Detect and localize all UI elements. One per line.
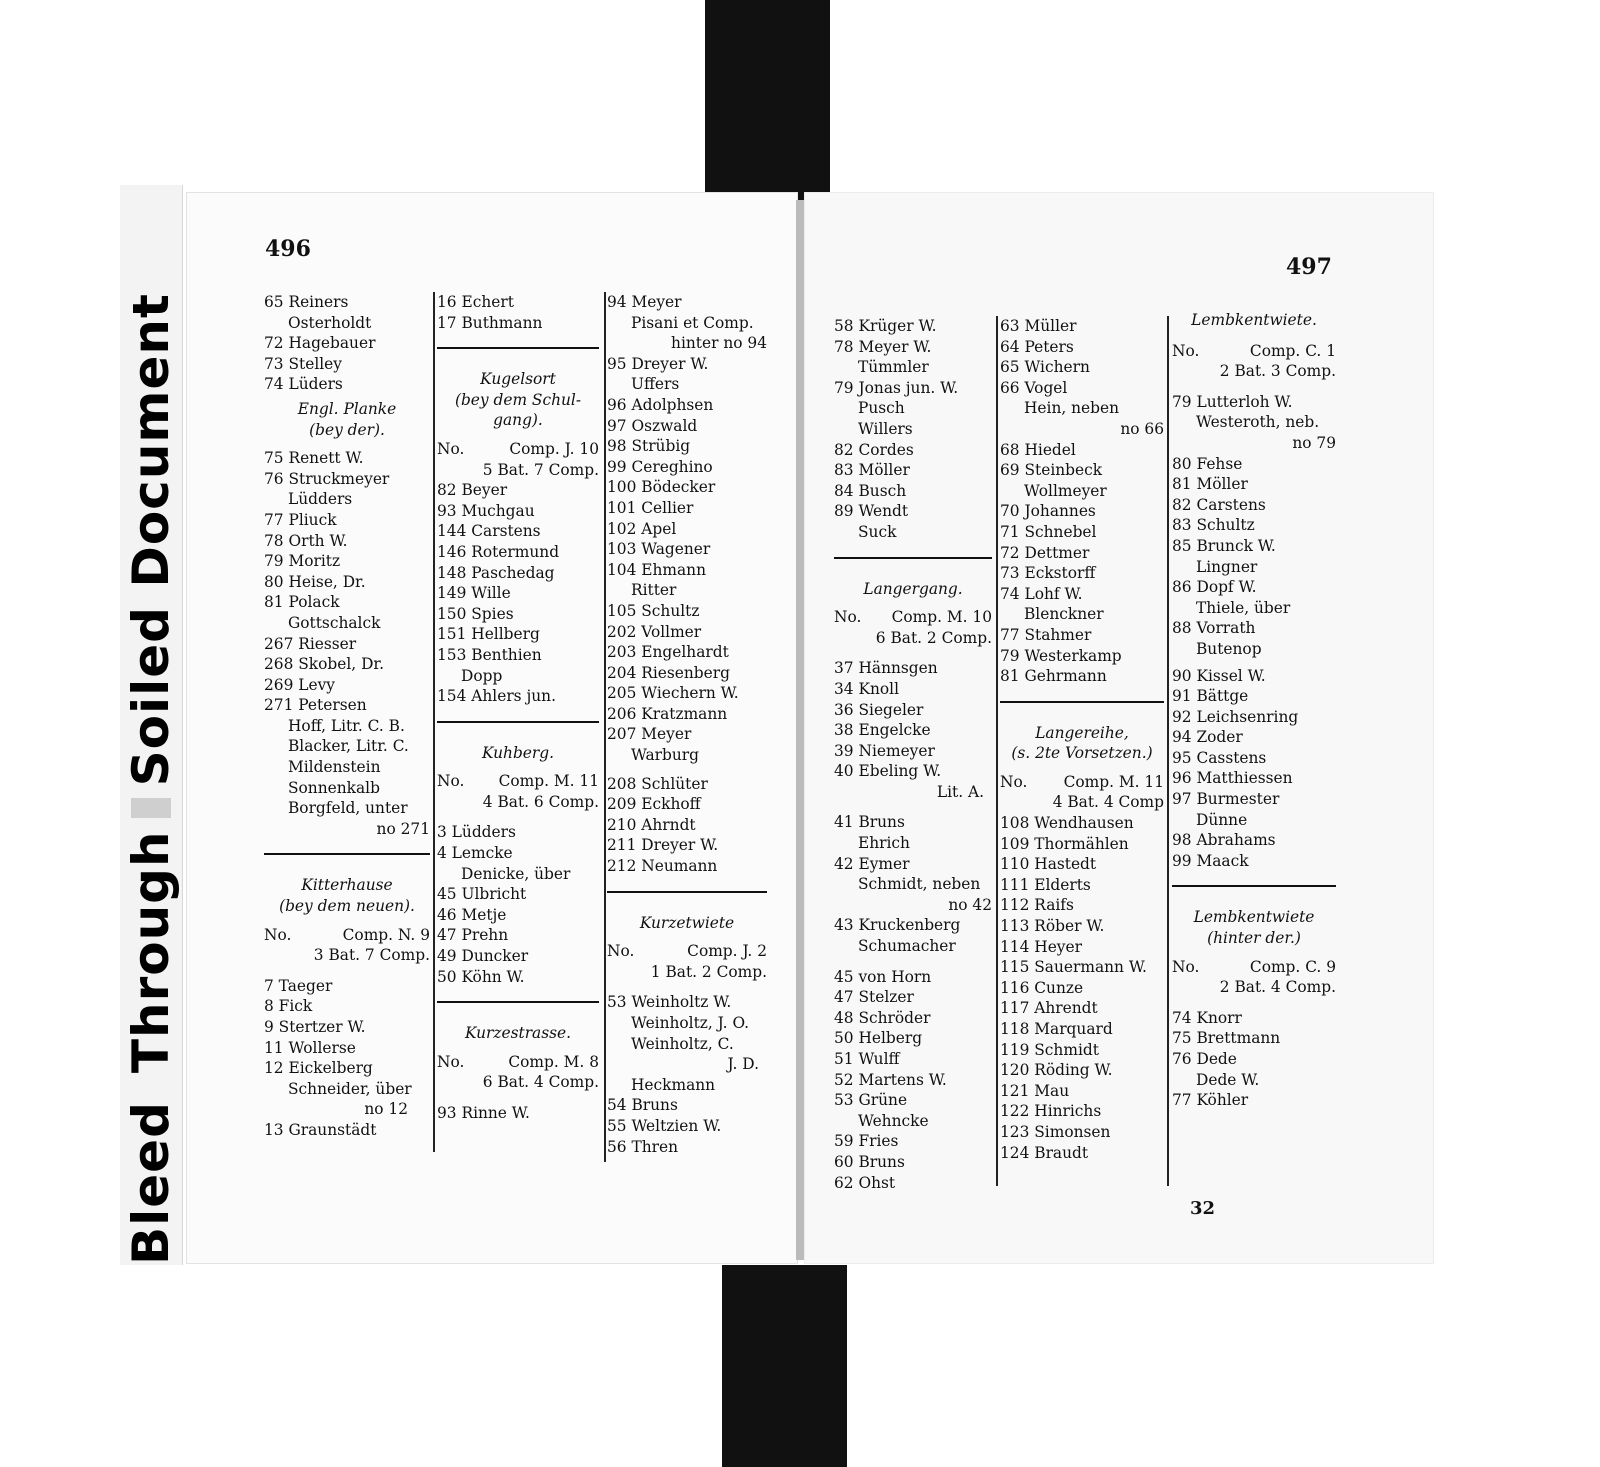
comp-header: Comp. M. 11: [1063, 772, 1164, 791]
entry: 110 Hastedt: [1000, 855, 1097, 874]
entry: 75 Brettmann: [1172, 1029, 1281, 1048]
binding-strap-bottom: [722, 1265, 847, 1467]
entry: 150 Spies: [437, 604, 514, 623]
right-column-1: [834, 316, 992, 1193]
binding-strap-top: [705, 0, 830, 210]
entry: 205 Wiechern W.: [607, 684, 739, 703]
entry: 63 Müller: [1000, 317, 1077, 335]
entry: 79 Moritz: [264, 552, 341, 571]
street-subheading: (bey dem Schul-: [454, 390, 582, 409]
bat-header: 1 Bat. 2 Comp.: [650, 962, 767, 981]
entry: Sonnenkalb: [288, 778, 380, 797]
entry: 210 Ahrndt: [607, 815, 696, 834]
no-header: No.: [607, 942, 635, 961]
entry: Hoff, Litr. C. B.: [288, 716, 405, 735]
entry: 79 Westerkamp: [1000, 646, 1122, 665]
entry: 47 Stelzer: [834, 988, 914, 1007]
entry: 111 Elderts: [1000, 875, 1091, 894]
comp-header: Comp. C. 1: [1249, 341, 1336, 360]
entry: 203 Engelhardt: [607, 643, 729, 662]
entry: 105 Schultz: [607, 601, 700, 620]
entry: 207 Meyer: [607, 725, 692, 744]
entry: 91 Bättge: [1172, 687, 1249, 706]
bat-header: 2 Bat. 4 Comp.: [1219, 978, 1336, 997]
signature-mark: 32: [1190, 1198, 1216, 1219]
entry: 34 Knoll: [834, 679, 899, 698]
entry: 209 Eckhoff: [607, 795, 701, 814]
entry: 118 Marquard: [1000, 1020, 1113, 1038]
entry: Westeroth, neb.: [1196, 413, 1320, 432]
entry: 3 Lüdders: [437, 823, 516, 842]
entry: Willers: [858, 419, 913, 438]
entry: Blacker, Litr. C.: [288, 737, 409, 756]
no-header: No.: [264, 925, 292, 944]
entry: Tümmler: [858, 358, 929, 377]
entry: 94 Zoder: [1172, 728, 1243, 747]
entry: 65 Reiners: [264, 293, 349, 311]
section-rule: [1000, 701, 1164, 703]
no-header: No.: [437, 772, 465, 791]
entry: 50 Helberg: [834, 1029, 923, 1048]
bat-header: 6 Bat. 4 Comp.: [482, 1073, 599, 1092]
entry: 73 Eckstorff: [1000, 564, 1096, 583]
entry: hinter no 94: [671, 334, 767, 353]
street-subheading: (bey dem neuen).: [279, 897, 415, 916]
entry: 59 Fries: [834, 1132, 899, 1151]
comp-header: Comp. M. 10: [891, 608, 992, 627]
entry: 81 Polack: [264, 593, 340, 612]
entry: Schumacher: [858, 937, 956, 956]
street-subheading: gang).: [493, 411, 543, 430]
entry: 4 Lemcke: [437, 844, 513, 863]
entry: 123 Simonsen: [1000, 1122, 1111, 1141]
entry: 45 von Horn: [834, 967, 932, 986]
entry: 79 Lutterloh W.: [1172, 392, 1293, 411]
entry: 84 Busch: [834, 481, 907, 500]
entry: 77 Pliuck: [264, 510, 337, 529]
entry: 78 Orth W.: [264, 531, 348, 550]
entry: 56 Thren: [607, 1137, 679, 1156]
entry: 7 Taeger: [264, 976, 333, 995]
entry: 154 Ahlers jun.: [437, 687, 556, 706]
entry: 55 Weltzien W.: [607, 1116, 722, 1135]
entry: 73 Stelley: [264, 354, 342, 373]
entry: 54 Bruns: [607, 1096, 678, 1115]
entry: 101 Cellier: [607, 498, 694, 517]
section-rule: [437, 347, 599, 349]
street-heading: Langergang.: [863, 579, 963, 598]
entry: 74 Knorr: [1172, 1008, 1242, 1027]
comp-header: Comp. N. 9: [342, 925, 430, 944]
entry: 103 Wagener: [607, 540, 711, 559]
target-label-word3: Soiled Document: [122, 293, 180, 787]
entry: 144 Carstens: [437, 522, 541, 541]
entry: 113 Röber W.: [1000, 917, 1105, 936]
entry: 121 Mau: [1000, 1081, 1070, 1100]
entry: 62 Ohst: [834, 1173, 896, 1192]
entry: 148 Paschedag: [437, 563, 555, 582]
entry: 83 Schultz: [1172, 516, 1255, 535]
bat-header: 5 Bat. 7 Comp.: [482, 460, 599, 479]
entry: 66 Vogel: [1000, 378, 1068, 397]
left-page-number: 496: [265, 236, 311, 262]
entry: no 79: [1292, 433, 1336, 452]
entry: 96 Adolphsen: [607, 395, 714, 414]
section-rule: [834, 557, 992, 559]
entry: 64 Peters: [1000, 337, 1074, 356]
entry: 94 Meyer: [607, 293, 682, 311]
entry: Thiele, über: [1196, 598, 1291, 617]
entry: 8 Fick: [264, 997, 313, 1016]
entry: Dopp: [461, 666, 503, 685]
entry: Schmidt, neben: [858, 875, 981, 894]
entry: 208 Schlüter: [607, 774, 708, 793]
section-rule: [607, 891, 767, 893]
entry: 58 Krüger W.: [834, 317, 937, 335]
comp-header: Comp. M. 8: [508, 1052, 599, 1071]
street-heading: Kugelsort: [480, 370, 556, 389]
column-divider: [433, 292, 435, 1152]
entry: Borgfeld, unter: [288, 799, 408, 818]
entry: Osterholdt: [288, 313, 372, 332]
entry: 116 Cunze: [1000, 978, 1084, 997]
entry: Dede W.: [1196, 1070, 1260, 1089]
entry: 267 Riesser: [264, 634, 357, 653]
entry: 60 Bruns: [834, 1152, 905, 1171]
entry: Schneider, über: [288, 1079, 412, 1098]
entry: 53 Weinholtz W.: [607, 993, 732, 1012]
entry: no 12: [364, 1100, 408, 1119]
entry: 95 Casstens: [1172, 748, 1267, 767]
entry: 85 Brunck W.: [1172, 536, 1276, 555]
street-heading: Engl. Planke: [297, 399, 397, 418]
entry: 70 Johannes: [1000, 502, 1096, 521]
entry: 72 Dettmer: [1000, 543, 1090, 562]
no-header: No.: [1000, 772, 1028, 791]
left-column-1: [264, 292, 430, 1141]
entry: 108 Wendhausen: [1000, 814, 1134, 833]
entry: 89 Wendt: [834, 502, 909, 521]
entry: no 271: [376, 819, 430, 838]
entry: Butenop: [1196, 639, 1262, 658]
section-rule: [437, 721, 599, 723]
bat-header: 4 Bat. 4 Comp: [1052, 793, 1164, 812]
entry: 65 Wichern: [1000, 358, 1090, 377]
entry: Lit. A.: [936, 782, 984, 801]
entry: 45 Ulbricht: [437, 885, 527, 904]
entry: 78 Meyer W.: [834, 337, 932, 356]
entry: 98 Strübig: [607, 437, 691, 456]
entry: 271 Petersen: [264, 696, 367, 715]
entry: Denicke, über: [461, 864, 571, 883]
entry: 50 Köhn W.: [437, 967, 525, 986]
entry: Heckmann: [631, 1075, 716, 1094]
entry: 80 Heise, Dr.: [264, 572, 366, 591]
target-label-divider: [131, 798, 171, 818]
entry: Hein, neben: [1024, 399, 1120, 418]
entry: 98 Abrahams: [1172, 831, 1276, 850]
column-divider: [604, 292, 606, 1162]
entry: 204 Riesenberg: [607, 663, 730, 682]
street-heading: Lembkentwiete: [1193, 908, 1315, 927]
bat-header: 3 Bat. 7 Comp.: [313, 946, 430, 965]
entry: 74 Lüders: [264, 375, 343, 394]
no-header: No.: [834, 608, 862, 627]
entry: 119 Schmidt: [1000, 1040, 1099, 1059]
entry: 92 Leichsenring: [1172, 707, 1299, 726]
entry: 53 Grüne: [834, 1091, 908, 1110]
left-column-3: [607, 292, 767, 1157]
entry: 82 Cordes: [834, 440, 914, 459]
comp-header: Comp. C. 9: [1249, 957, 1336, 976]
entry: 42 Eymer: [834, 854, 910, 873]
entry: Dünne: [1196, 810, 1248, 829]
entry: 82 Carstens: [1172, 495, 1266, 514]
entry: J. D.: [727, 1055, 759, 1074]
entry: Weinholtz, J. O.: [631, 1014, 750, 1032]
entry: 109 Thormählen: [1000, 834, 1129, 853]
bat-header: 2 Bat. 3 Comp.: [1219, 362, 1336, 381]
street-heading: Lembkentwiete.: [1191, 311, 1317, 329]
left-column-2: [437, 292, 599, 1124]
entry: 77 Stahmer: [1000, 625, 1092, 644]
entry: 268 Skobel, Dr.: [264, 655, 384, 674]
entry: 99 Maack: [1172, 851, 1249, 870]
entry: 72 Hagebauer: [264, 334, 376, 353]
entry: 51 Wulff: [834, 1050, 900, 1068]
right-page-number: 497: [1286, 254, 1332, 280]
entry: 76 Struckmeyer: [264, 469, 390, 488]
entry: 71 Schnebel: [1000, 522, 1097, 541]
entry: 102 Apel: [607, 519, 677, 538]
entry: 115 Sauermann W.: [1000, 958, 1147, 977]
entry: 97 Burmester: [1172, 790, 1280, 809]
entry: Pisani et Comp.: [631, 313, 754, 332]
entry: 117 Ahrendt: [1000, 999, 1098, 1018]
entry: Pusch: [858, 399, 905, 418]
entry: Blenckner: [1024, 605, 1104, 624]
entry: no 42: [948, 895, 992, 914]
entry: 13 Graunstädt: [264, 1120, 377, 1139]
comp-header: Comp. J. 10: [509, 439, 599, 458]
no-header: No.: [437, 439, 465, 458]
entry: 52 Martens W.: [834, 1070, 947, 1089]
entry: 151 Hellberg: [437, 625, 540, 644]
entry: no 66: [1120, 419, 1164, 438]
book-spine: [796, 200, 804, 1260]
entry: 49 Duncker: [437, 947, 529, 966]
entry: 37 Hännsgen: [834, 659, 938, 678]
entry: 206 Kratzmann: [607, 704, 728, 723]
entry: Wollmeyer: [1024, 481, 1107, 500]
column-divider: [996, 316, 998, 1186]
bat-header: 6 Bat. 2 Comp.: [875, 628, 992, 647]
entry: Warburg: [631, 746, 699, 765]
street-heading: Langereihe,: [1035, 723, 1129, 742]
entry: 93 Rinne W.: [437, 1104, 530, 1122]
entry: 41 Bruns: [834, 813, 905, 832]
entry: Lingner: [1196, 557, 1258, 576]
entry: Ehrich: [858, 834, 910, 853]
entry: 99 Cereghino: [607, 457, 713, 476]
section-rule: [437, 1001, 599, 1003]
entry: 79 Jonas jun. W.: [834, 378, 959, 397]
entry: 93 Muchgau: [437, 501, 535, 520]
street-subheading: (bey der).: [309, 420, 385, 439]
street-heading: Kuhberg.: [481, 743, 555, 762]
street-subheading: (hinter der.): [1207, 929, 1301, 948]
street-heading: Kurzestrasse.: [464, 1024, 572, 1043]
entry: 40 Ebeling W.: [834, 762, 942, 781]
section-rule: [264, 853, 430, 855]
entry: 36 Siegeler: [834, 700, 924, 719]
entry: Weinholtz, C.: [631, 1034, 734, 1053]
no-header: No.: [1172, 957, 1200, 976]
entry: 68 Hiedel: [1000, 440, 1076, 459]
entry: 80 Fehse: [1172, 454, 1243, 473]
entry: 90 Kissel W.: [1172, 666, 1266, 685]
no-header: No.: [437, 1052, 465, 1071]
entry: 104 Ehmann: [607, 560, 707, 579]
entry: 75 Renett W.: [264, 449, 364, 468]
entry: Ritter: [631, 581, 677, 600]
entry: 149 Wille: [437, 584, 511, 603]
entry: 9 Stertzer W.: [264, 1018, 366, 1036]
entry: 47 Prehn: [437, 926, 509, 945]
entry: 97 Oszwald: [607, 416, 698, 435]
entry: 81 Gehrmann: [1000, 667, 1107, 686]
street-heading: Kitterhause: [301, 876, 393, 895]
entry: 76 Dede: [1172, 1050, 1237, 1068]
entry: 77 Köhler: [1172, 1091, 1249, 1110]
entry: Uffers: [631, 375, 680, 394]
entry: 11 Wollerse: [264, 1038, 356, 1057]
entry: 202 Vollmer: [607, 622, 702, 641]
entry: 38 Engelcke: [834, 721, 931, 740]
entry: 120 Röding W.: [1000, 1061, 1113, 1080]
entry: Lüdders: [288, 490, 353, 509]
entry: Gottschalck: [288, 613, 381, 632]
entry: 39 Niemeyer: [834, 741, 935, 760]
entry: 100 Bödecker: [607, 478, 716, 497]
entry: 114 Heyer: [1000, 937, 1082, 956]
entry: 81 Möller: [1172, 475, 1248, 494]
entry: 16 Echert: [437, 293, 514, 311]
entry: 46 Metje: [437, 905, 507, 924]
entry: 146 Rotermund: [437, 542, 560, 561]
street-subheading: (s. 2te Vorsetzen.): [1011, 744, 1153, 763]
entry: 269 Levy: [264, 675, 335, 694]
entry: Mildenstein: [288, 758, 381, 777]
right-column-3: [1172, 310, 1336, 1111]
right-column-2: [1000, 316, 1164, 1163]
no-header: No.: [1172, 341, 1200, 360]
entry: 124 Braudt: [1000, 1143, 1089, 1162]
bat-header: 4 Bat. 6 Comp.: [482, 792, 599, 811]
comp-header: Comp. J. 2: [687, 942, 767, 961]
comp-header: Comp. M. 11: [498, 772, 599, 791]
entry: 96 Matthiessen: [1172, 769, 1293, 788]
entry: 43 Kruckenberg: [834, 916, 961, 935]
street-heading: Kurzetwiete: [639, 913, 735, 932]
entry: 212 Neumann: [607, 857, 718, 876]
entry: 12 Eickelberg: [264, 1059, 373, 1078]
entry: 112 Raifs: [1000, 896, 1074, 915]
entry: 211 Dreyer W.: [607, 836, 719, 855]
section-rule: [1172, 885, 1336, 887]
target-label-word1: Bleed: [122, 1101, 180, 1265]
entry: 82 Beyer: [437, 481, 508, 500]
entry: 83 Möller: [834, 461, 910, 480]
entry: 17 Buthmann: [437, 313, 543, 332]
entry: 86 Dopf W.: [1172, 578, 1257, 597]
target-label-strip: [120, 185, 183, 1265]
entry: 88 Vorrath: [1172, 619, 1256, 638]
entry: 74 Lohf W.: [1000, 584, 1083, 603]
column-divider: [1167, 316, 1169, 1186]
entry: 153 Benthien: [437, 645, 542, 664]
entry: 122 Hinrichs: [1000, 1102, 1102, 1121]
entry: 69 Steinbeck: [1000, 461, 1103, 480]
entry: Wehncke: [858, 1111, 929, 1130]
entry: Suck: [858, 522, 897, 541]
entry: 48 Schröder: [834, 1008, 931, 1027]
target-label-word2: Through: [122, 830, 180, 1074]
entry: 95 Dreyer W.: [607, 354, 709, 373]
